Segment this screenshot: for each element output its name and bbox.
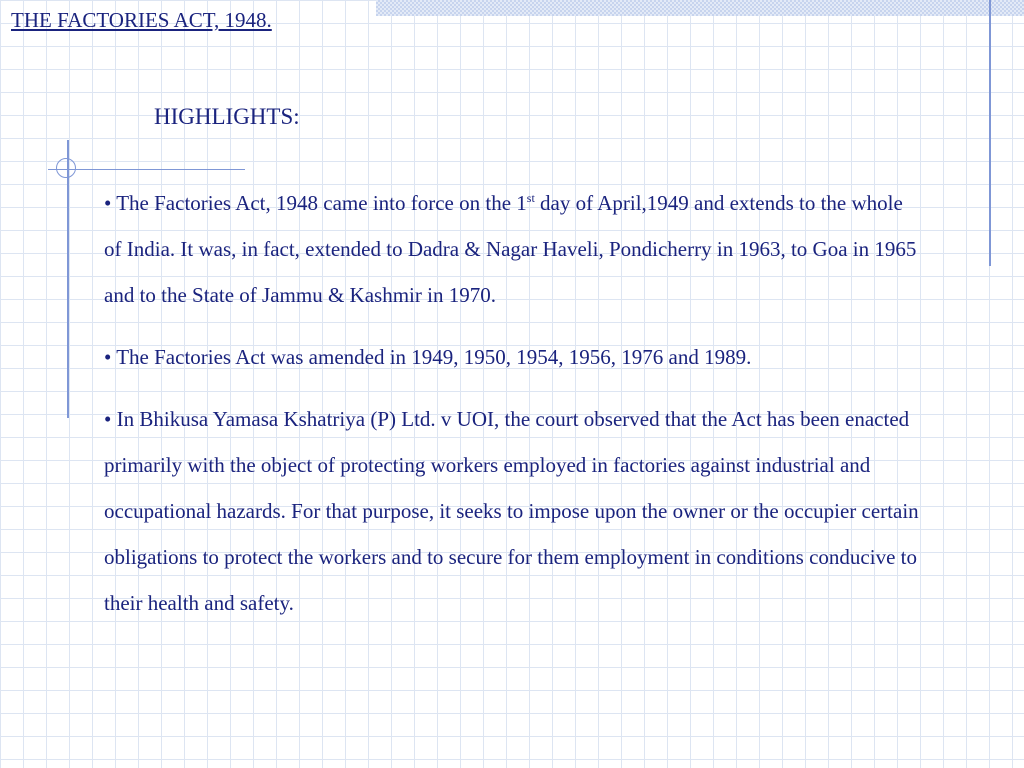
- bullet-item-2: [104, 334, 919, 380]
- bullet-2-text: The Factories Act was amended in 1949, 1950, 1954, 1956, 1976 and 1989.: [116, 345, 752, 369]
- top-pattern-band: [376, 0, 1024, 16]
- decor-horizontal-line: [48, 169, 245, 170]
- ordinal-suffix: st: [526, 191, 535, 205]
- bullet-1-text-end: day of April,1949 and extends to the whole of India. It was, in fact, extended to Dadra & Nagar Haveli, Pondicherry in 1963, to Goa in 1965 and to the State of Jammu & Kashmir in 1970.: [104, 191, 917, 307]
- bullet-marker: •: [104, 191, 112, 215]
- highlights-heading: HIGHLIGHTS:: [154, 104, 300, 129]
- bullet-item-3: [104, 396, 919, 626]
- bullet-1-text-start: The Factories Act, 1948 came into force on the 1: [116, 191, 527, 215]
- bullet-marker: •: [104, 407, 112, 431]
- bullet-marker: •: [104, 345, 112, 369]
- bullet-item-1: [104, 180, 919, 318]
- slide-title: THE FACTORIES ACT, 1948.: [11, 8, 272, 32]
- decor-circle: [56, 158, 76, 178]
- bullet-list: [104, 180, 919, 642]
- decor-vertical-line-left: [67, 140, 69, 418]
- decor-vertical-line-right: [989, 0, 991, 266]
- bullet-3-text: In Bhikusa Yamasa Kshatriya (P) Ltd. v UOI, the court observed that the Act has been enacted primarily with the object of protecting workers employed in factories against industrial and occupational hazards. For that purpose, it seeks to impose upon the owner or the occupier certain obligations to protect the workers and to secure for them employment in conditions conducive to their health and safety.: [104, 407, 919, 615]
